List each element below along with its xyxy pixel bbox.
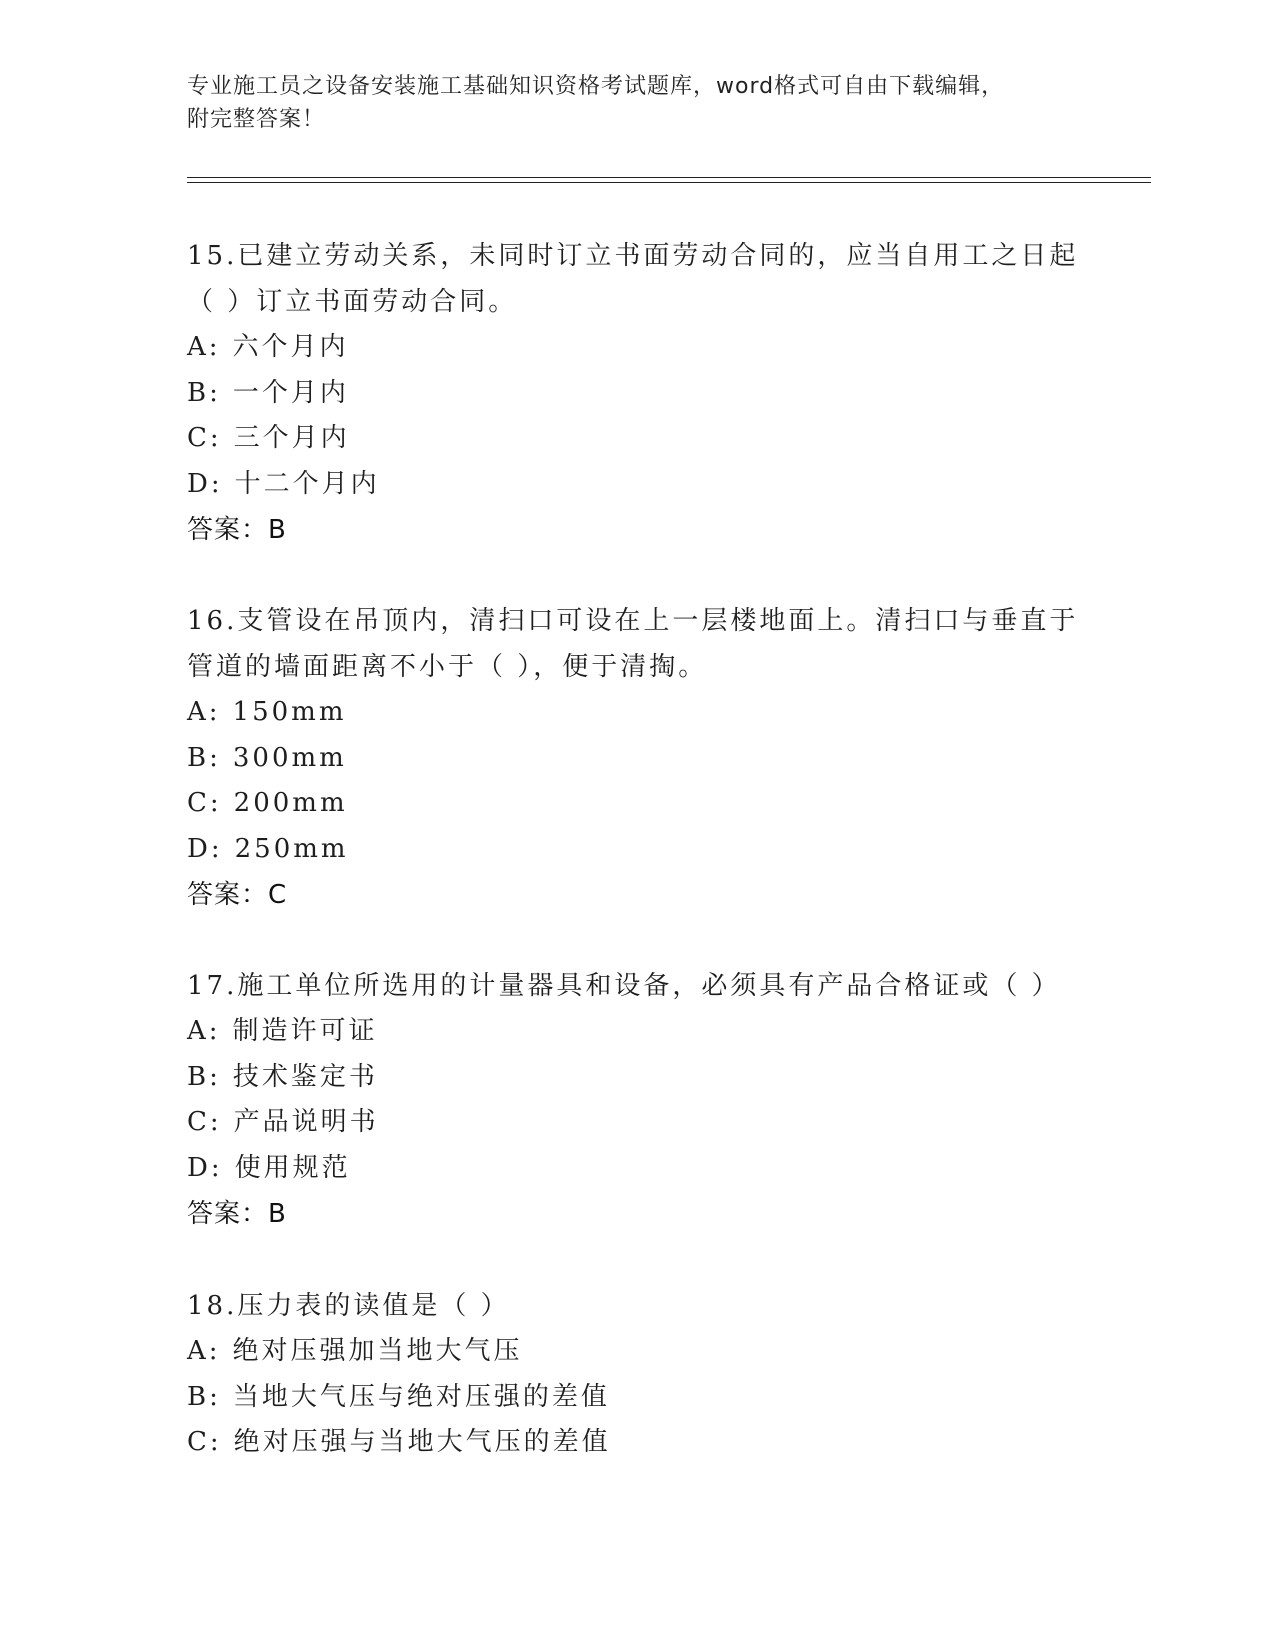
question-stem-line-2: 管道的墙面距离不小于（ ），便于清掏。 (187, 652, 708, 682)
header-divider-bottom (187, 182, 1151, 183)
option-separator: : (208, 1336, 221, 1366)
option-letter: C (187, 788, 210, 818)
answer-line: 答案：B (187, 1199, 287, 1229)
option-text: 一个月内 (232, 377, 349, 408)
answer-line: 答案：C (187, 880, 288, 910)
question-15 (187, 233, 1087, 553)
option-letter: A (187, 697, 209, 727)
question-17 (187, 963, 1087, 1237)
option-letter: A (187, 1016, 209, 1046)
option-b (187, 371, 1087, 417)
option-text: 使用规范 (234, 1152, 351, 1183)
option-separator: : (209, 1381, 221, 1412)
option-a (187, 1009, 1087, 1055)
option-letter: A (187, 1336, 209, 1366)
option-text: 技术鉴定书 (232, 1061, 378, 1092)
option-a (187, 1329, 1087, 1375)
question-stem-line-1: 17.施工单位所选用的计量器具和设备，必须具有产品合格证或（ ） (187, 971, 1061, 1001)
option-separator: : (209, 788, 222, 818)
option-letter: A (187, 332, 209, 362)
option-d (187, 462, 1087, 508)
option-letter: C (187, 1107, 210, 1137)
option-text: 绝对压强与当地大气压的差值 (233, 1427, 611, 1457)
document-header (187, 70, 1067, 136)
option-text: 产品说明书 (233, 1107, 379, 1137)
option-c (187, 416, 1087, 462)
option-text: 绝对压强加当地大气压 (232, 1336, 523, 1366)
option-letter: D (187, 1152, 211, 1183)
option-text: 十二个月内 (234, 468, 380, 499)
question-stem-line-2: （ ）订立书面劳动合同。 (187, 287, 518, 317)
option-letter: B (187, 377, 210, 408)
option-separator: : (209, 742, 221, 773)
option-b (187, 736, 1087, 782)
option-a (187, 325, 1087, 371)
option-text: 300mm (232, 742, 347, 773)
option-d (187, 827, 1087, 873)
option-c (187, 781, 1087, 827)
option-separator: : (209, 423, 222, 453)
option-text: 150mm (232, 697, 347, 727)
header-line-1: 专业施工员之设备安装施工基础知识资格考试题库，word格式可自由下载编辑， (187, 74, 1005, 99)
option-b (187, 1055, 1087, 1101)
option-separator: : (209, 1107, 222, 1137)
option-separator: : (209, 1061, 221, 1092)
option-text: 六个月内 (232, 332, 349, 362)
option-separator: : (210, 468, 223, 499)
question-stem-line-1: 15.已建立劳动关系，未同时订立书面劳动合同的，应当自用工之日起 (187, 241, 1079, 271)
option-text: 制造许可证 (232, 1016, 378, 1046)
option-d (187, 1146, 1087, 1192)
option-c (187, 1420, 1087, 1466)
option-letter: D (187, 468, 211, 499)
header-line-2: 附完整答案！ (187, 107, 326, 132)
option-separator: : (210, 833, 223, 864)
option-letter: C (187, 423, 210, 453)
option-separator: : (210, 1152, 223, 1183)
option-separator: : (209, 377, 221, 408)
option-a (187, 690, 1087, 736)
option-letter: B (187, 1061, 210, 1092)
option-text: 250mm (234, 833, 349, 864)
option-b (187, 1375, 1087, 1421)
option-separator: : (208, 697, 221, 727)
option-separator: : (208, 332, 221, 362)
question-18 (187, 1283, 1087, 1466)
option-letter: B (187, 742, 210, 773)
option-c (187, 1100, 1087, 1146)
option-letter: B (187, 1381, 210, 1412)
option-text: 三个月内 (233, 423, 350, 453)
question-stem-line-1: 16.支管设在吊顶内，清扫口可设在上一层楼地面上。清扫口与垂直于 (187, 606, 1079, 636)
option-letter: C (187, 1427, 210, 1457)
option-separator: : (208, 1016, 221, 1046)
option-text: 当地大气压与绝对压强的差值 (232, 1381, 610, 1412)
header-divider-top (187, 177, 1151, 178)
option-letter: D (187, 833, 211, 864)
question-stem-line-1: 18.压力表的读值是（ ） (187, 1291, 510, 1321)
option-text: 200mm (233, 788, 348, 818)
answer-line: 答案：B (187, 515, 287, 545)
option-separator: : (209, 1427, 222, 1457)
question-16 (187, 598, 1087, 918)
